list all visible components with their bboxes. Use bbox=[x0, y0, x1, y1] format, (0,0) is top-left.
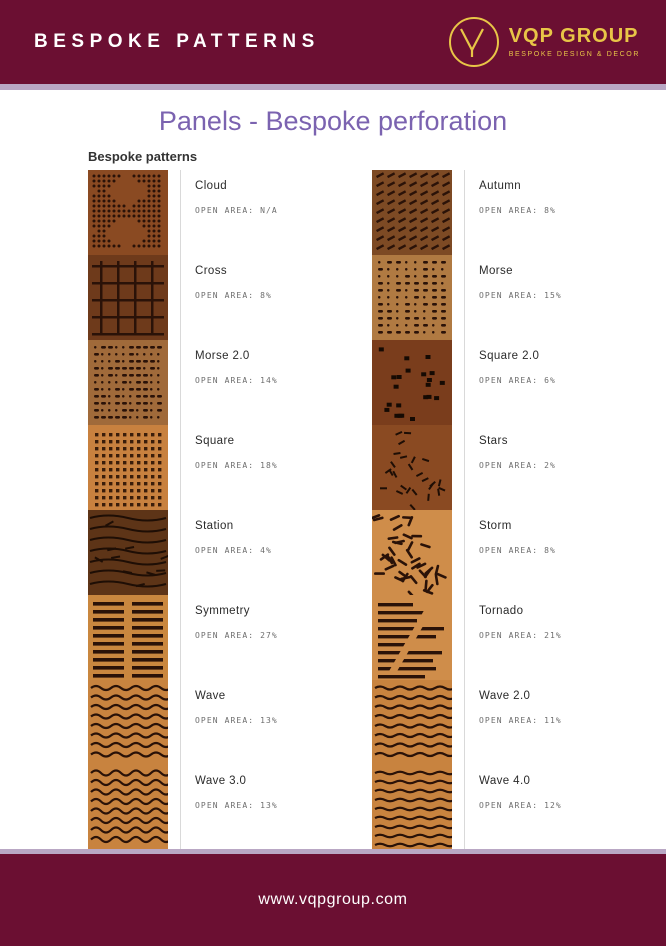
pattern-name: Morse bbox=[479, 265, 513, 277]
pattern-item[interactable] bbox=[372, 340, 656, 425]
pattern-name: Cross bbox=[195, 265, 228, 277]
pattern-open-area: OPEN AREA: 11% bbox=[479, 716, 562, 725]
pattern-item[interactable] bbox=[372, 170, 656, 255]
pattern-name: Stars bbox=[479, 435, 508, 447]
pattern-swatch-image bbox=[372, 680, 452, 765]
header-accent-bar bbox=[0, 84, 666, 90]
pattern-info bbox=[180, 255, 372, 340]
pattern-open-area: OPEN AREA: 21% bbox=[479, 631, 562, 640]
pattern-column bbox=[88, 170, 372, 850]
pattern-swatch-image bbox=[372, 170, 452, 255]
pattern-item[interactable] bbox=[372, 255, 656, 340]
page-footer bbox=[0, 854, 666, 946]
pattern-info bbox=[464, 680, 656, 765]
page-title: Panels - Bespoke perforation bbox=[158, 106, 508, 136]
pattern-swatch-image bbox=[88, 255, 168, 340]
pattern-open-area: OPEN AREA: 6% bbox=[479, 376, 556, 385]
pattern-name: Tornado bbox=[479, 605, 524, 617]
pattern-info bbox=[464, 255, 656, 340]
pattern-info bbox=[180, 170, 372, 255]
pattern-info bbox=[180, 510, 372, 595]
pattern-open-area: OPEN AREA: 2% bbox=[479, 461, 556, 470]
pattern-info bbox=[464, 340, 656, 425]
pattern-open-area: OPEN AREA: 8% bbox=[195, 291, 272, 300]
pattern-item[interactable] bbox=[88, 340, 372, 425]
website-url: www.vqpgroup.com bbox=[258, 891, 408, 908]
pattern-info bbox=[180, 680, 372, 765]
pattern-info bbox=[180, 595, 372, 680]
pattern-swatch-image bbox=[372, 765, 452, 850]
pattern-name: Station bbox=[195, 520, 234, 532]
pattern-item[interactable] bbox=[88, 595, 372, 680]
pattern-name: Storm bbox=[479, 520, 512, 532]
pattern-swatch-image bbox=[372, 510, 452, 595]
brand-name: VQP GROUP bbox=[508, 25, 639, 47]
pattern-info bbox=[180, 425, 372, 510]
pattern-item[interactable] bbox=[372, 510, 656, 595]
pattern-name: Wave 2.0 bbox=[479, 690, 531, 702]
pattern-open-area: OPEN AREA: 8% bbox=[479, 546, 556, 555]
section-title: Bespoke patterns bbox=[88, 149, 198, 164]
pattern-swatch-image bbox=[372, 425, 452, 510]
pattern-swatch-image bbox=[88, 765, 168, 850]
brand-lockup bbox=[449, 17, 640, 67]
pattern-item[interactable] bbox=[88, 425, 372, 510]
pattern-open-area: OPEN AREA: 12% bbox=[479, 801, 562, 810]
pattern-name: Symmetry bbox=[195, 605, 250, 617]
pattern-info bbox=[464, 425, 656, 510]
pattern-swatch-image bbox=[88, 170, 168, 255]
vqp-monogram-icon bbox=[449, 17, 499, 67]
pattern-item[interactable] bbox=[88, 255, 372, 340]
pattern-name: Cloud bbox=[195, 180, 228, 192]
pattern-info bbox=[464, 595, 656, 680]
pattern-swatch-image bbox=[372, 340, 452, 425]
pattern-info bbox=[464, 510, 656, 595]
pattern-column bbox=[372, 170, 656, 850]
pattern-swatch-image bbox=[88, 510, 168, 595]
pattern-name: Wave 3.0 bbox=[195, 775, 247, 787]
brand-text bbox=[509, 26, 640, 58]
pattern-item[interactable] bbox=[372, 680, 656, 765]
pattern-item[interactable] bbox=[372, 425, 656, 510]
pattern-item[interactable] bbox=[88, 510, 372, 595]
pattern-item[interactable] bbox=[88, 170, 372, 255]
pattern-info bbox=[180, 340, 372, 425]
brand-tagline: BESPOKE DESIGN & DECOR bbox=[508, 51, 640, 58]
pattern-name: Wave bbox=[195, 690, 226, 702]
pattern-item[interactable] bbox=[372, 595, 656, 680]
pattern-open-area: OPEN AREA: 13% bbox=[195, 801, 278, 810]
pattern-swatch-image bbox=[88, 680, 168, 765]
pattern-name: Square 2.0 bbox=[479, 350, 540, 362]
pattern-name: Wave 4.0 bbox=[479, 775, 531, 787]
pattern-info bbox=[180, 765, 372, 850]
pattern-swatch-image bbox=[88, 595, 168, 680]
header-title: BESPOKE PATTERNS bbox=[34, 31, 320, 52]
pattern-open-area: OPEN AREA: 13% bbox=[195, 716, 278, 725]
pattern-swatch-image bbox=[372, 595, 452, 680]
pattern-swatch-image bbox=[88, 340, 168, 425]
document-content bbox=[0, 106, 666, 850]
pattern-open-area: OPEN AREA: 18% bbox=[195, 461, 278, 470]
pattern-name: Autumn bbox=[479, 180, 522, 192]
pattern-open-area: OPEN AREA: 8% bbox=[479, 206, 556, 215]
pattern-grid bbox=[0, 170, 666, 850]
pattern-open-area: OPEN AREA: 15% bbox=[479, 291, 562, 300]
pattern-open-area: OPEN AREA: 14% bbox=[195, 376, 278, 385]
pattern-open-area: OPEN AREA: 27% bbox=[195, 631, 278, 640]
pattern-info bbox=[464, 170, 656, 255]
pattern-open-area: OPEN AREA: 4% bbox=[195, 546, 272, 555]
pattern-item[interactable] bbox=[88, 765, 372, 850]
pattern-swatch-image bbox=[372, 255, 452, 340]
pattern-open-area: OPEN AREA: N/A bbox=[195, 206, 278, 215]
pattern-info bbox=[464, 765, 656, 850]
pattern-name: Morse 2.0 bbox=[195, 350, 250, 362]
pattern-swatch-image bbox=[88, 425, 168, 510]
pattern-name: Square bbox=[195, 435, 235, 447]
pattern-item[interactable] bbox=[372, 765, 656, 850]
page-header bbox=[0, 0, 666, 84]
pattern-item[interactable] bbox=[88, 680, 372, 765]
